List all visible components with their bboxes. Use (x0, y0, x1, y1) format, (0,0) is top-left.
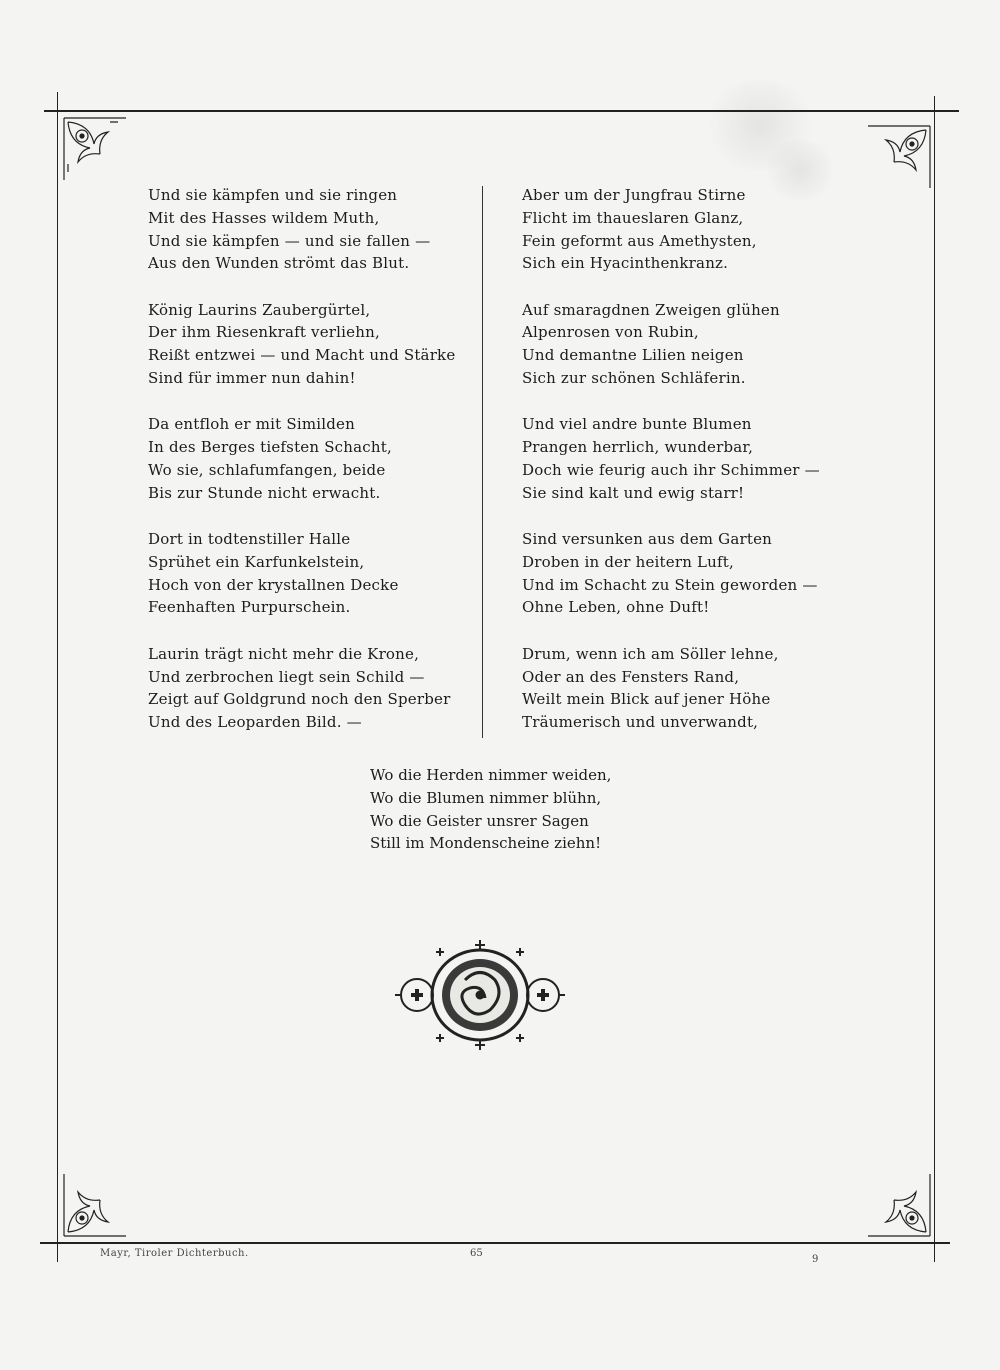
stanza (148, 184, 455, 275)
corner-ornament-top-right (864, 122, 934, 192)
column-divider (482, 186, 483, 738)
verse-line: Droben in der heitern Luft, (522, 552, 734, 571)
verse-line: Da entfloh er mit Similden (148, 415, 355, 434)
verse-line: Doch wie feurig auch ihr Schimmer — (522, 460, 820, 479)
verse-line: Mit des Hasses wildem Muth, (148, 208, 380, 227)
verse-line: Drum, wenn ich am Söller lehne, (522, 644, 779, 663)
stanza (522, 528, 820, 619)
verse-line: Weilt mein Blick auf jener Höhe (522, 690, 771, 709)
verse-line: Und sie kämpfen und sie ringen (148, 186, 398, 204)
stanza (148, 528, 455, 619)
stanza (522, 184, 820, 275)
stanza (148, 413, 455, 504)
stanza (522, 643, 820, 734)
verse-line: Ohne Leben, ohne Duft! (522, 598, 710, 617)
verse-line: Und des Leoparden Bild. — (148, 713, 362, 732)
verse-line: Fein geformt aus Amethysten, (522, 231, 757, 250)
verse-line: Hoch von der krystallnen Decke (148, 575, 399, 594)
verse-line: Wo die Herden nimmer weiden, (370, 766, 612, 784)
verse-line: Oder an des Fensters Rand, (522, 667, 740, 686)
verse-line: Prangen herrlich, wunderbar, (522, 438, 754, 457)
verse-line: Träumerisch und unverwandt, (522, 713, 759, 732)
stanza (522, 413, 820, 504)
verse-line: Still im Mondenscheine ziehn! (370, 834, 602, 853)
left-poem-column (148, 184, 455, 757)
verse-line: Sind versunken aus dem Garten (522, 530, 773, 549)
frame-left-rule (57, 92, 58, 1262)
verse-line: Auf smaragdnen Zweigen glühen (522, 300, 780, 319)
verse-line: Laurin trägt nicht mehr die Krone, (148, 644, 420, 663)
verse-line: König Laurins Zaubergürtel, (148, 300, 371, 319)
verse-line: Sprühet ein Karfunkelstein, (148, 552, 365, 571)
verse-line: Der ihm Riesenkraft verliehn, (148, 323, 380, 342)
verse-line: Und im Schacht zu Stein geworden — (522, 575, 818, 594)
stanza (522, 299, 820, 390)
corner-ornament-bottom-left (60, 1170, 130, 1240)
verse-line: Und sie kämpfen — und sie fallen — (148, 231, 431, 250)
verse-line: Zeigt auf Goldgrund noch den Sperber (148, 690, 451, 709)
verse-line: Wo die Blumen nimmer blühn, (370, 788, 602, 807)
stanza (148, 643, 455, 734)
verse-line: Feenhaften Purpurschein. (148, 598, 351, 617)
signature-mark: 9 (812, 1254, 819, 1265)
decorative-medallion-icon (395, 940, 565, 1050)
footer-book-title: Mayr, Tiroler Dichterbuch. (100, 1248, 249, 1259)
verse-line: Sich ein Hyacinthenkranz. (522, 254, 729, 273)
verse-line: Wo sie, schlafumfangen, beide (148, 460, 386, 479)
verse-line: Sich zur schönen Schläferin. (522, 369, 746, 388)
verse-line: Sie sind kalt und ewig starr! (522, 483, 745, 502)
right-poem-column (522, 184, 820, 757)
frame-right-rule (934, 96, 935, 1262)
page-number: 65 (470, 1248, 483, 1259)
verse-line: Und viel andre bunte Blumen (522, 415, 752, 434)
verse-line: Sind für immer nun dahin! (148, 369, 356, 388)
verse-line: Alpenrosen von Rubin, (522, 323, 699, 342)
stanza (148, 299, 455, 390)
verse-line: Und demantne Lilien neigen (522, 346, 744, 365)
frame-top-rule (44, 110, 959, 112)
verse-line: Aus den Wunden strömt das Blut. (148, 254, 410, 273)
verse-line: Aber um der Jungfrau Stirne (522, 186, 746, 204)
verse-line: Wo die Geister unsrer Sagen (370, 811, 589, 830)
frame-bottom-rule (40, 1242, 950, 1244)
verse-line: Flicht im thaueslaren Glanz, (522, 208, 744, 227)
verse-line: In des Berges tiefsten Schacht, (148, 438, 392, 457)
corner-ornament-bottom-right (864, 1170, 934, 1240)
verse-line: Bis zur Stunde nicht erwacht. (148, 483, 381, 502)
verse-line: Und zerbrochen liegt sein Schild — (148, 667, 425, 686)
verse-line: Reißt entzwei — und Macht und Stärke (148, 346, 456, 365)
closing-stanza (370, 764, 611, 855)
verse-line: Dort in todtenstiller Halle (148, 530, 351, 549)
corner-ornament-top-left (60, 114, 130, 184)
